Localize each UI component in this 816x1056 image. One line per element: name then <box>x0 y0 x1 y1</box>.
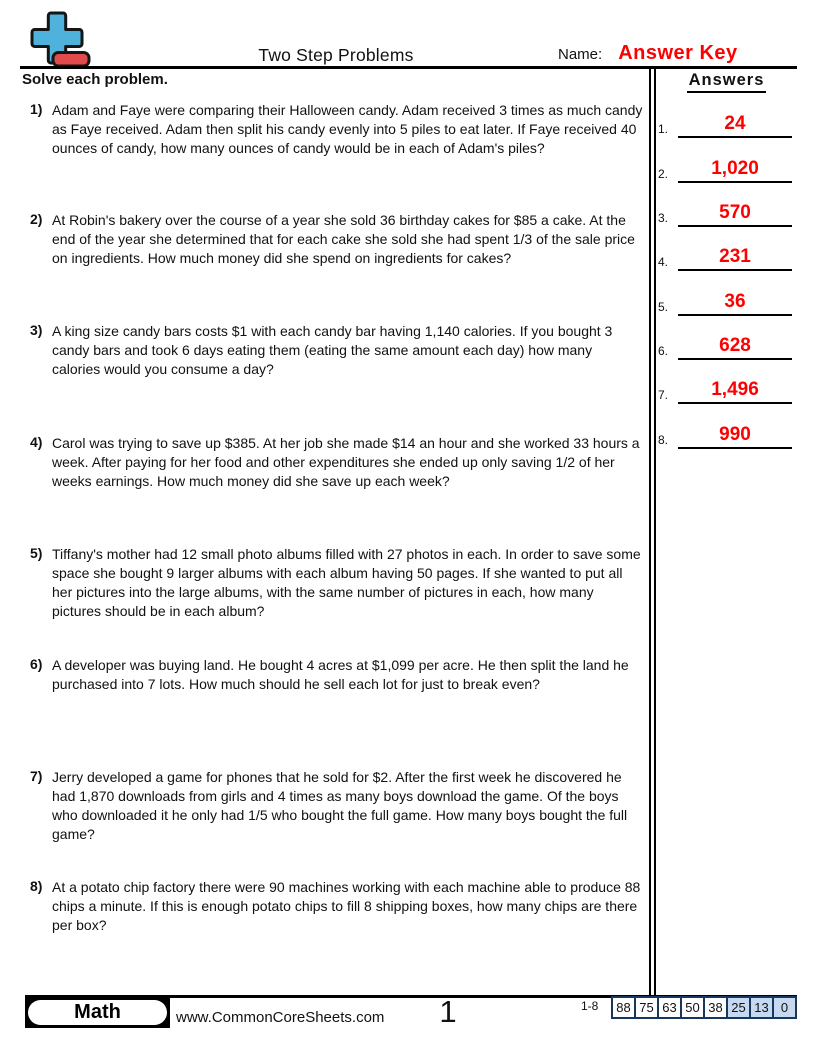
answer-line <box>678 151 792 183</box>
answer-number: 6. <box>658 344 669 358</box>
problem-number: 5) <box>30 545 43 561</box>
answer-row-1 <box>658 108 792 138</box>
answer-row-5 <box>658 286 792 316</box>
problem-4 <box>30 434 646 491</box>
score-cell: 88 <box>611 996 636 1019</box>
problem-8 <box>30 878 646 935</box>
score-grid <box>611 996 797 1019</box>
answer-line <box>678 284 792 316</box>
problem-text: At a potato chip factory there were 90 machines working with each machine able to produce 88 chips a minute. If this is enough potato chips to fill 8 shipping boxes, how many chips are there per box? <box>52 879 641 933</box>
answers-heading: Answers <box>687 71 767 93</box>
answer-key-text: Answer Key <box>618 42 738 64</box>
answer-number: 2. <box>658 167 669 181</box>
answer-number: 7. <box>658 388 669 402</box>
answer-row-4 <box>658 241 792 271</box>
answer-number: 8. <box>658 433 669 447</box>
problem-5 <box>30 545 646 621</box>
problem-number: 7) <box>30 768 43 784</box>
problem-text: Carol was trying to save up $385. At her job she made $14 an hour and she worked 33 hours a week. After paying for her food and other expenditures she ended up only saving 1/2 of her weeks earnings. How much money did she save up each week? <box>52 435 640 489</box>
score-cell: 50 <box>680 996 705 1019</box>
website-url: www.CommonCoreSheets.com <box>176 1009 385 1026</box>
answer-value: 570 <box>719 202 751 223</box>
problem-text: Jerry developed a game for phones that he sold for $2. After the first week he discovered he had 1,870 downloads from girls and 4 times as many boys download the game. Of the boys who downloaded it he only had 1/5 who bought the full game. How many boys bought the full game? <box>52 769 628 842</box>
problem-number: 8) <box>30 878 43 894</box>
answer-number: 4. <box>658 255 669 269</box>
answer-row-6 <box>658 330 792 360</box>
answer-value: 628 <box>719 335 751 356</box>
problem-3 <box>30 322 646 379</box>
answer-value: 36 <box>724 291 746 312</box>
answer-row-8 <box>658 419 792 449</box>
worksheet-title: Two Step Problems <box>258 45 414 65</box>
answer-row-3 <box>658 197 792 227</box>
name-row <box>558 42 738 65</box>
problem-text: Adam and Faye were comparing their Halloween candy. Adam received 3 times as much candy as Faye received. Adam then split his candy evenly into 5 piles to eat later. If Faye received 40 ounces of candy, how many ounces of candy would be in each of Adam's piles? <box>52 102 643 156</box>
problem-text: Tiffany's mother had 12 small photo albums filled with 27 photos in each. In order to save some space she bought 9 larger albums with each album having 50 pages. If she wanted to put all her pictures into the large albums, with the same number of pictures in each, how many pictures should be in each album? <box>52 546 641 619</box>
problem-1 <box>30 101 646 158</box>
score-cell: 0 <box>772 996 797 1019</box>
answer-number: 5. <box>658 300 669 314</box>
subject-pill <box>28 1000 167 1025</box>
answer-row-7 <box>658 374 792 404</box>
answer-line <box>678 328 792 360</box>
answer-line <box>678 106 792 138</box>
problem-text: At Robin's bakery over the course of a year she sold 36 birthday cakes for $85 a cake. At the end of the year she determined that for each cake she sold she had spent 1/3 of the sale price on ingredients. How much money did she spend on ingredients for cakes? <box>52 212 635 266</box>
problem-7 <box>30 768 646 844</box>
score-cell: 13 <box>749 996 774 1019</box>
answer-row-2 <box>658 153 792 183</box>
problem-6 <box>30 656 646 694</box>
score-cell: 25 <box>726 996 751 1019</box>
problem-number: 3) <box>30 322 43 338</box>
problem-number: 6) <box>30 656 43 672</box>
answer-number: 3. <box>658 211 669 225</box>
problem-range-label: 1-8 <box>581 999 599 1013</box>
answer-line <box>678 195 792 227</box>
problem-text: A developer was buying land. He bought 4 acres at $1,099 per acre. He then split the land he purchased into 7 lots. How much should he sell each lot for just to break even? <box>52 657 629 692</box>
problem-text: A king size candy bars costs $1 with each candy bar having 1,140 calories. If you bought 3 candy bars and took 6 days eating them (eating the same amount each day) how many calories would you consume a day? <box>52 323 613 377</box>
answer-line <box>678 239 792 271</box>
answer-line <box>678 372 792 404</box>
subject-badge <box>25 997 170 1028</box>
answer-line <box>678 417 792 449</box>
answers-heading-wrap <box>658 71 795 93</box>
page-number: 1 <box>439 994 457 1029</box>
problem-number: 4) <box>30 434 43 450</box>
header-divider-line <box>20 66 797 69</box>
vertical-double-divider <box>649 69 656 996</box>
answer-value: 990 <box>719 424 751 445</box>
answer-number: 1. <box>658 122 669 136</box>
answer-value: 1,496 <box>711 379 759 400</box>
answer-value: 24 <box>724 113 746 134</box>
score-cell: 38 <box>703 996 728 1019</box>
problem-2 <box>30 211 646 268</box>
subject-label: Math <box>74 1001 121 1023</box>
answer-value: 231 <box>719 246 751 267</box>
score-cell: 75 <box>634 996 659 1019</box>
name-label: Name: <box>558 46 603 63</box>
problem-number: 1) <box>30 101 43 117</box>
score-cell: 63 <box>657 996 682 1019</box>
answer-value: 1,020 <box>711 158 759 179</box>
instructions-text: Solve each problem. <box>22 71 168 88</box>
problem-number: 2) <box>30 211 43 227</box>
